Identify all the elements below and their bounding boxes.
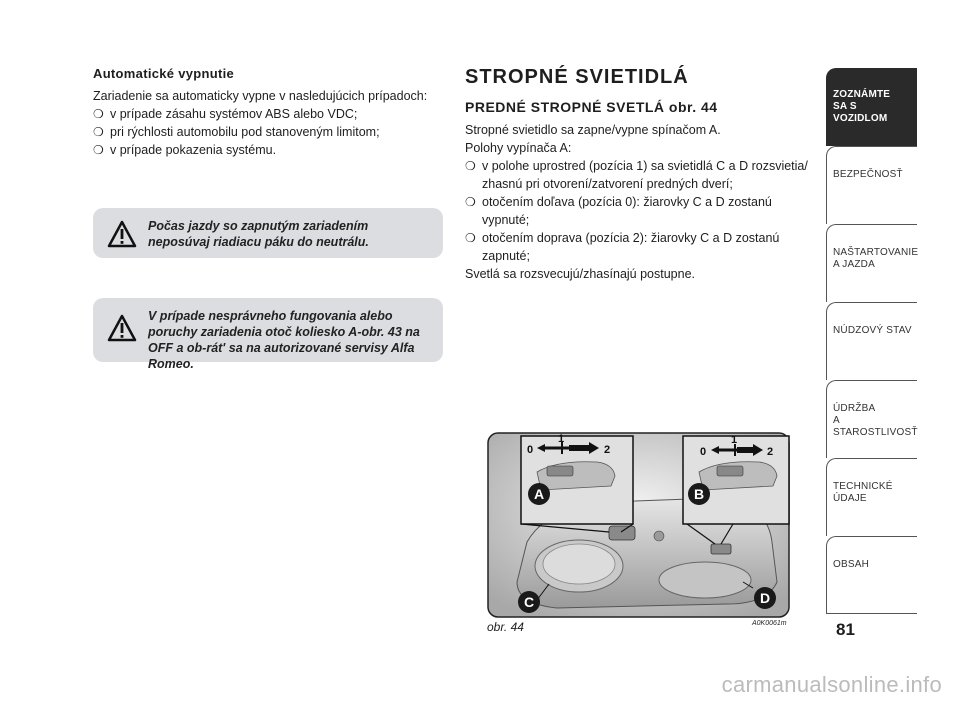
warning-triangle-icon: [107, 220, 137, 248]
list-item: ❍ otočením doprava (pozícia 2): žiarovky C a D zostanú zapnuté;: [465, 231, 780, 263]
warning-text-neutral: Počas jazdy so zapnutým zariadením neposúvaj riadiacu páku do neutrálu.: [148, 219, 369, 249]
page-number: 81: [836, 620, 855, 639]
tab-maintenance[interactable]: ÚDRŽBA A STAROSTLIVOSŤ: [826, 380, 917, 458]
tab-contents[interactable]: OBSAH: [826, 536, 917, 614]
section-subtitle: PREDNÉ STROPNÉ SVETLÁ obr. 44: [465, 99, 718, 115]
svg-text:A: A: [533, 486, 545, 502]
chapter-tabs: [826, 68, 917, 614]
tab-emergency[interactable]: NÚDZOVÝ STAV: [826, 302, 917, 380]
bullet-circle-icon: ❍: [93, 125, 104, 139]
sensor-icon: [654, 531, 664, 541]
bullet-circle-icon: ❍: [93, 107, 104, 121]
svg-text:1: 1: [731, 434, 738, 446]
switch-b: [711, 544, 731, 554]
svg-text:2: 2: [604, 444, 611, 456]
right-column: [465, 66, 815, 283]
warning-triangle-icon: [107, 314, 137, 342]
tab-safety[interactable]: BEZPEČNOSŤ: [826, 146, 917, 224]
bullet-circle-icon: ❍: [465, 231, 476, 245]
warning-box-neutral: [93, 208, 443, 258]
figure-caption: obr. 44: [487, 620, 524, 634]
ceiling-light-figure: [487, 432, 790, 618]
watermark-footer[interactable]: carmanualsonline.info: [721, 672, 942, 697]
svg-text:B: B: [693, 486, 705, 502]
paragraph-positions: Polohy vypínača A:: [465, 141, 572, 155]
svg-text:0: 0: [700, 446, 707, 458]
tab-starting-driving[interactable]: NAŠTARTOVANIE A JAZDA: [826, 224, 917, 302]
svg-text:1: 1: [558, 433, 565, 445]
page-title: STROPNÉ SVIETIDLÁ: [465, 66, 689, 88]
list-item: ❍ v prípade zásahu systémov ABS alebo VDC;: [93, 107, 358, 121]
figure-code: A0K0061m: [752, 620, 787, 627]
list-item: ❍ pri rýchlosti automobilu pod stanoveným limitom;: [93, 125, 380, 139]
warning-box-malfunction: [93, 298, 443, 371]
bullet-circle-icon: ❍: [93, 143, 104, 157]
svg-text:D: D: [759, 590, 771, 606]
auto-off-intro: Zariadenie sa automaticky vypne v nasledujúcich prípadoch:: [93, 89, 428, 103]
warning-text-malfunction: V prípade nesprávneho fungovania alebo poruchy zariadenia otoč koliesko A-obr. 43 na OFF a ob-rát' sa na autorizované servisy Alfa Romeo.: [148, 309, 420, 371]
list-item: ❍ otočením doľava (pozícia 0): žiarovky C a D zostanú vypnuté;: [465, 195, 772, 227]
svg-text:0: 0: [527, 444, 534, 456]
lamp-d-lens: [659, 562, 751, 598]
left-column: [93, 66, 443, 159]
bullet-circle-icon: ❍: [465, 195, 476, 209]
list-item: ❍ v prípade pokazenia systému.: [93, 143, 277, 157]
bullet-circle-icon: ❍: [465, 159, 476, 173]
svg-text:2: 2: [767, 446, 774, 458]
svg-text:C: C: [523, 594, 535, 610]
paragraph-switch: Stropné svietidlo sa zapne/vypne spínačom A.: [465, 123, 721, 137]
switch-a: [609, 526, 635, 540]
section-heading-auto-off: Automatické vypnutie: [93, 66, 235, 81]
paragraph-fade: Svetlá sa rozsvecujú/zhasínajú postupne.: [465, 267, 695, 281]
tab-technical-data[interactable]: TECHNICKÉ ÚDAJE: [826, 458, 917, 536]
tab-getting-to-know[interactable]: ZOZNÁMTE SA S VOZIDLOM: [826, 68, 917, 146]
list-item: ❍ v polohe uprostred (pozícia 1) sa svietidlá C a D rozsvietia/ zhasnú pri otvorení/zatvorení predných dverí;: [465, 159, 808, 191]
